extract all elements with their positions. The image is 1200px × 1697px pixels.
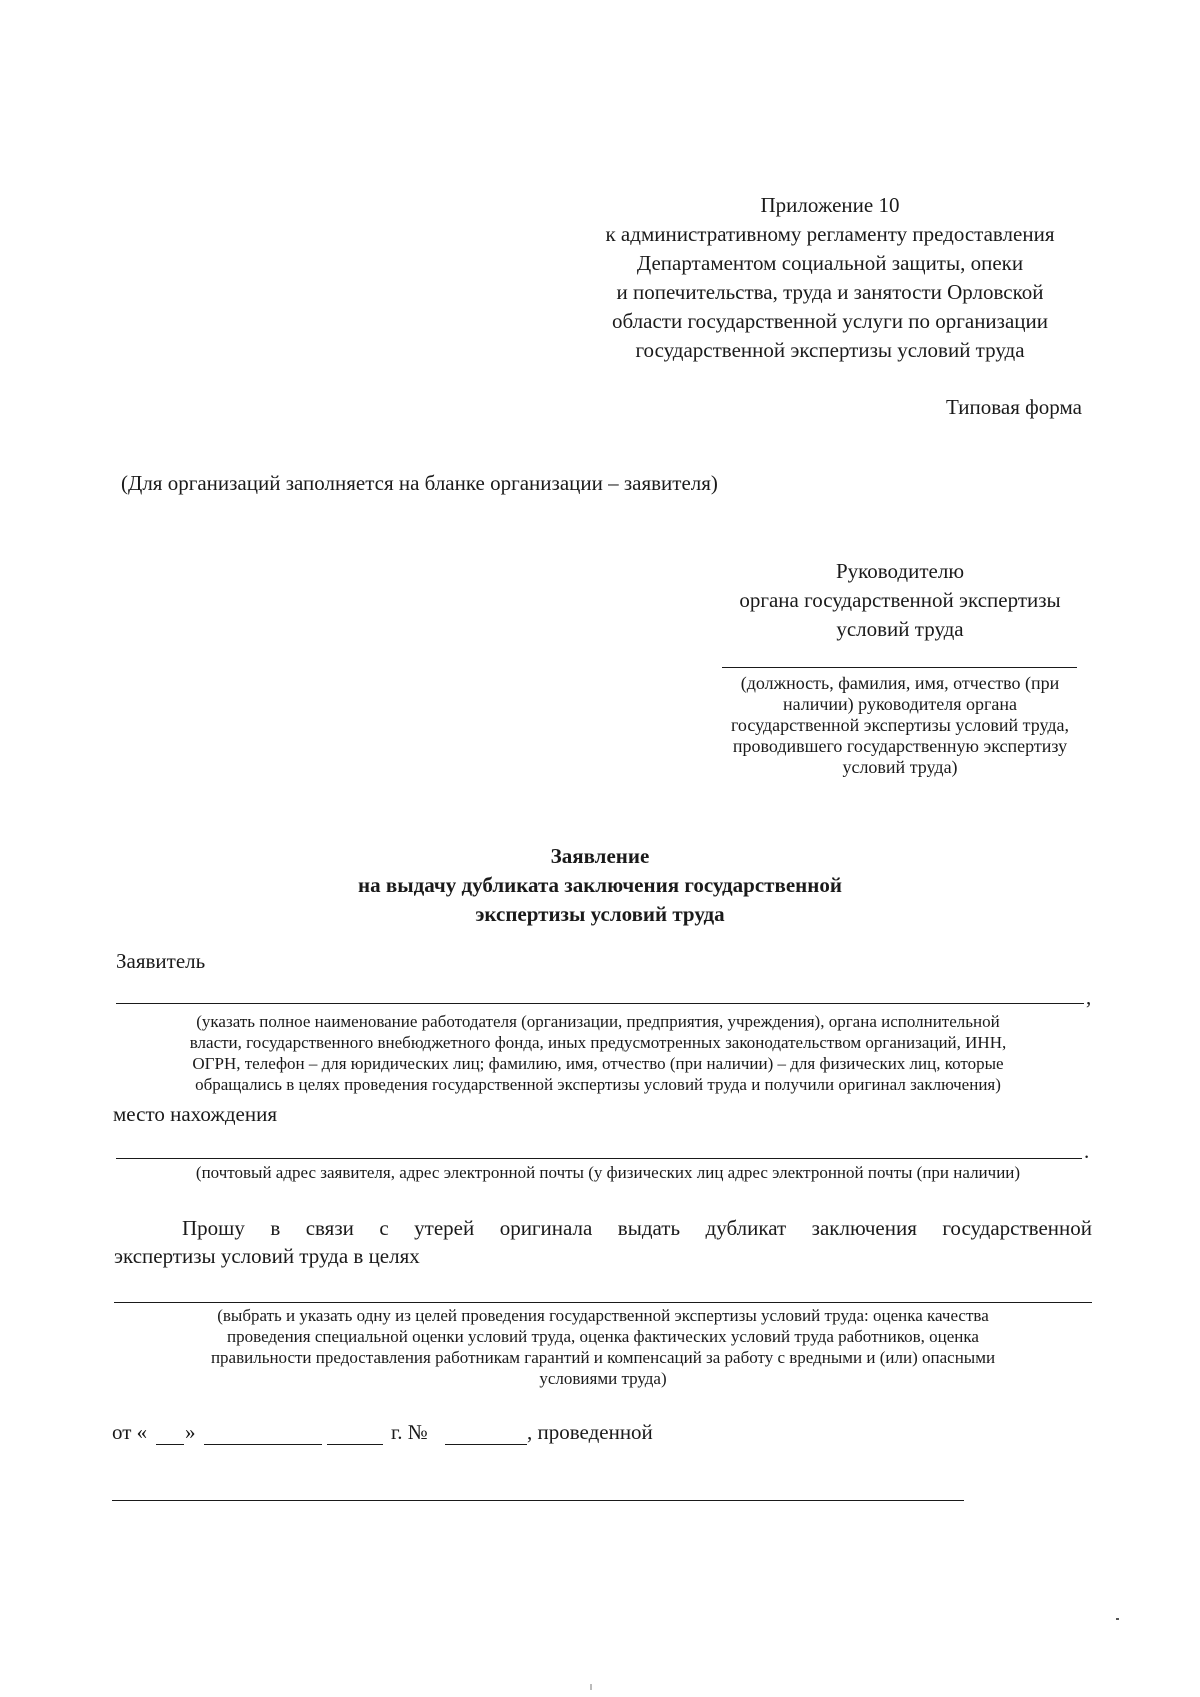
addressee-hint-line: проводившего государственную экспертизу — [732, 736, 1068, 756]
purpose-input-line — [114, 1302, 1092, 1303]
heading-subtitle: экспертизы условий труда — [475, 902, 725, 926]
addressee-signature-line — [722, 667, 1077, 668]
request-line-1: Прошу в связи с утерей оригинала выдать дубликат заключения государственной — [182, 1216, 1092, 1240]
organization-note: (Для организаций заполняется на бланке организации – заявителя) — [121, 471, 718, 495]
location-label: место нахождения — [113, 1102, 277, 1126]
applicant-hint-line: (указать полное наименование работодателя (организации, предприятия, учреждения), органа исполнительной — [196, 1012, 1000, 1031]
addressee-line: условий труда — [836, 617, 964, 641]
addressee-block — [710, 557, 1090, 644]
appendix-line: Департаментом социальной защиты, опеки — [636, 251, 1024, 275]
month-input-line — [204, 1444, 322, 1445]
number-input-line — [445, 1444, 527, 1445]
location-end-mark: . — [1084, 1139, 1090, 1163]
appendix-block — [560, 191, 1100, 365]
addressee-line: Руководителю — [835, 559, 965, 583]
purpose-hint-line: проведения специальной оценки условий труда, оценка фактических условий труда работников, оценка — [227, 1327, 979, 1346]
appendix-line: к административному регламенту предоставления — [605, 222, 1055, 246]
addressee-line: органа государственной экспертизы — [739, 588, 1061, 612]
location-input-line — [116, 1158, 1082, 1159]
purpose-hint-line: правильности предоставления работникам гарантий и компенсаций за работу с вредными и (или) опасными — [210, 1348, 996, 1367]
conducted-label: , проведенной — [527, 1420, 653, 1444]
applicant-label: Заявитель — [116, 949, 206, 973]
addressee-hint-line: государственной экспертизы условий труда, — [731, 715, 1069, 735]
heading-subtitle: на выдачу дубликата заключения государственной — [358, 873, 842, 897]
day-input-line — [156, 1444, 184, 1445]
purpose-hint-line: условиями труда) — [539, 1369, 667, 1388]
scan-speck — [590, 1684, 592, 1690]
date-prefix: от « — [112, 1420, 148, 1444]
location-hint: (почтовый адрес заявителя, адрес электронной почты (у физических лиц адрес электронной почты (при наличии) — [195, 1163, 1021, 1182]
applicant-hint — [108, 1011, 1088, 1095]
year-number-label: г. № — [391, 1420, 428, 1444]
date-quote-close: » — [185, 1420, 196, 1444]
year-input-line — [327, 1444, 383, 1445]
appendix-title: Приложение 10 — [760, 193, 900, 217]
appendix-line: области государственной услуги по организации — [612, 309, 1048, 333]
heading-title: Заявление — [550, 844, 650, 868]
form-type-label: Типовая форма — [946, 395, 1082, 419]
applicant-end-mark: , — [1086, 985, 1092, 1009]
purpose-hint — [114, 1305, 1092, 1389]
request-line-2: экспертизы условий труда в целях — [114, 1244, 420, 1268]
applicant-hint-line: власти, государственного внебюджетного фонда, иных предусмотренных законодательством организаций, ИНН, — [189, 1033, 1007, 1052]
addressee-hint-line: наличии) руководителя органа — [782, 694, 1018, 714]
conducting-body-input-line — [112, 1500, 964, 1501]
document-heading — [200, 842, 1000, 929]
applicant-hint-line: ОГРН, телефон – для юридических лиц; фамилию, имя, отчество (при наличии) – для физических лиц, которые — [192, 1054, 1004, 1073]
addressee-hint-line: (должность, фамилия, имя, отчество (при — [740, 673, 1060, 693]
addressee-hint — [700, 673, 1100, 778]
purpose-hint-line: (выбрать и указать одну из целей проведения государственной экспертизы условий труда: оценка качества — [217, 1306, 989, 1325]
appendix-line: государственной экспертизы условий труда — [635, 338, 1025, 362]
scan-speck — [1116, 1618, 1119, 1620]
appendix-line: и попечительства, труда и занятости Орловской — [616, 280, 1044, 304]
applicant-input-line — [116, 1003, 1084, 1004]
addressee-hint-line: условий труда) — [842, 757, 958, 777]
applicant-hint-line: обращались в целях проведения государственной экспертизы условий труда и получили оригинал заключения) — [195, 1075, 1001, 1094]
